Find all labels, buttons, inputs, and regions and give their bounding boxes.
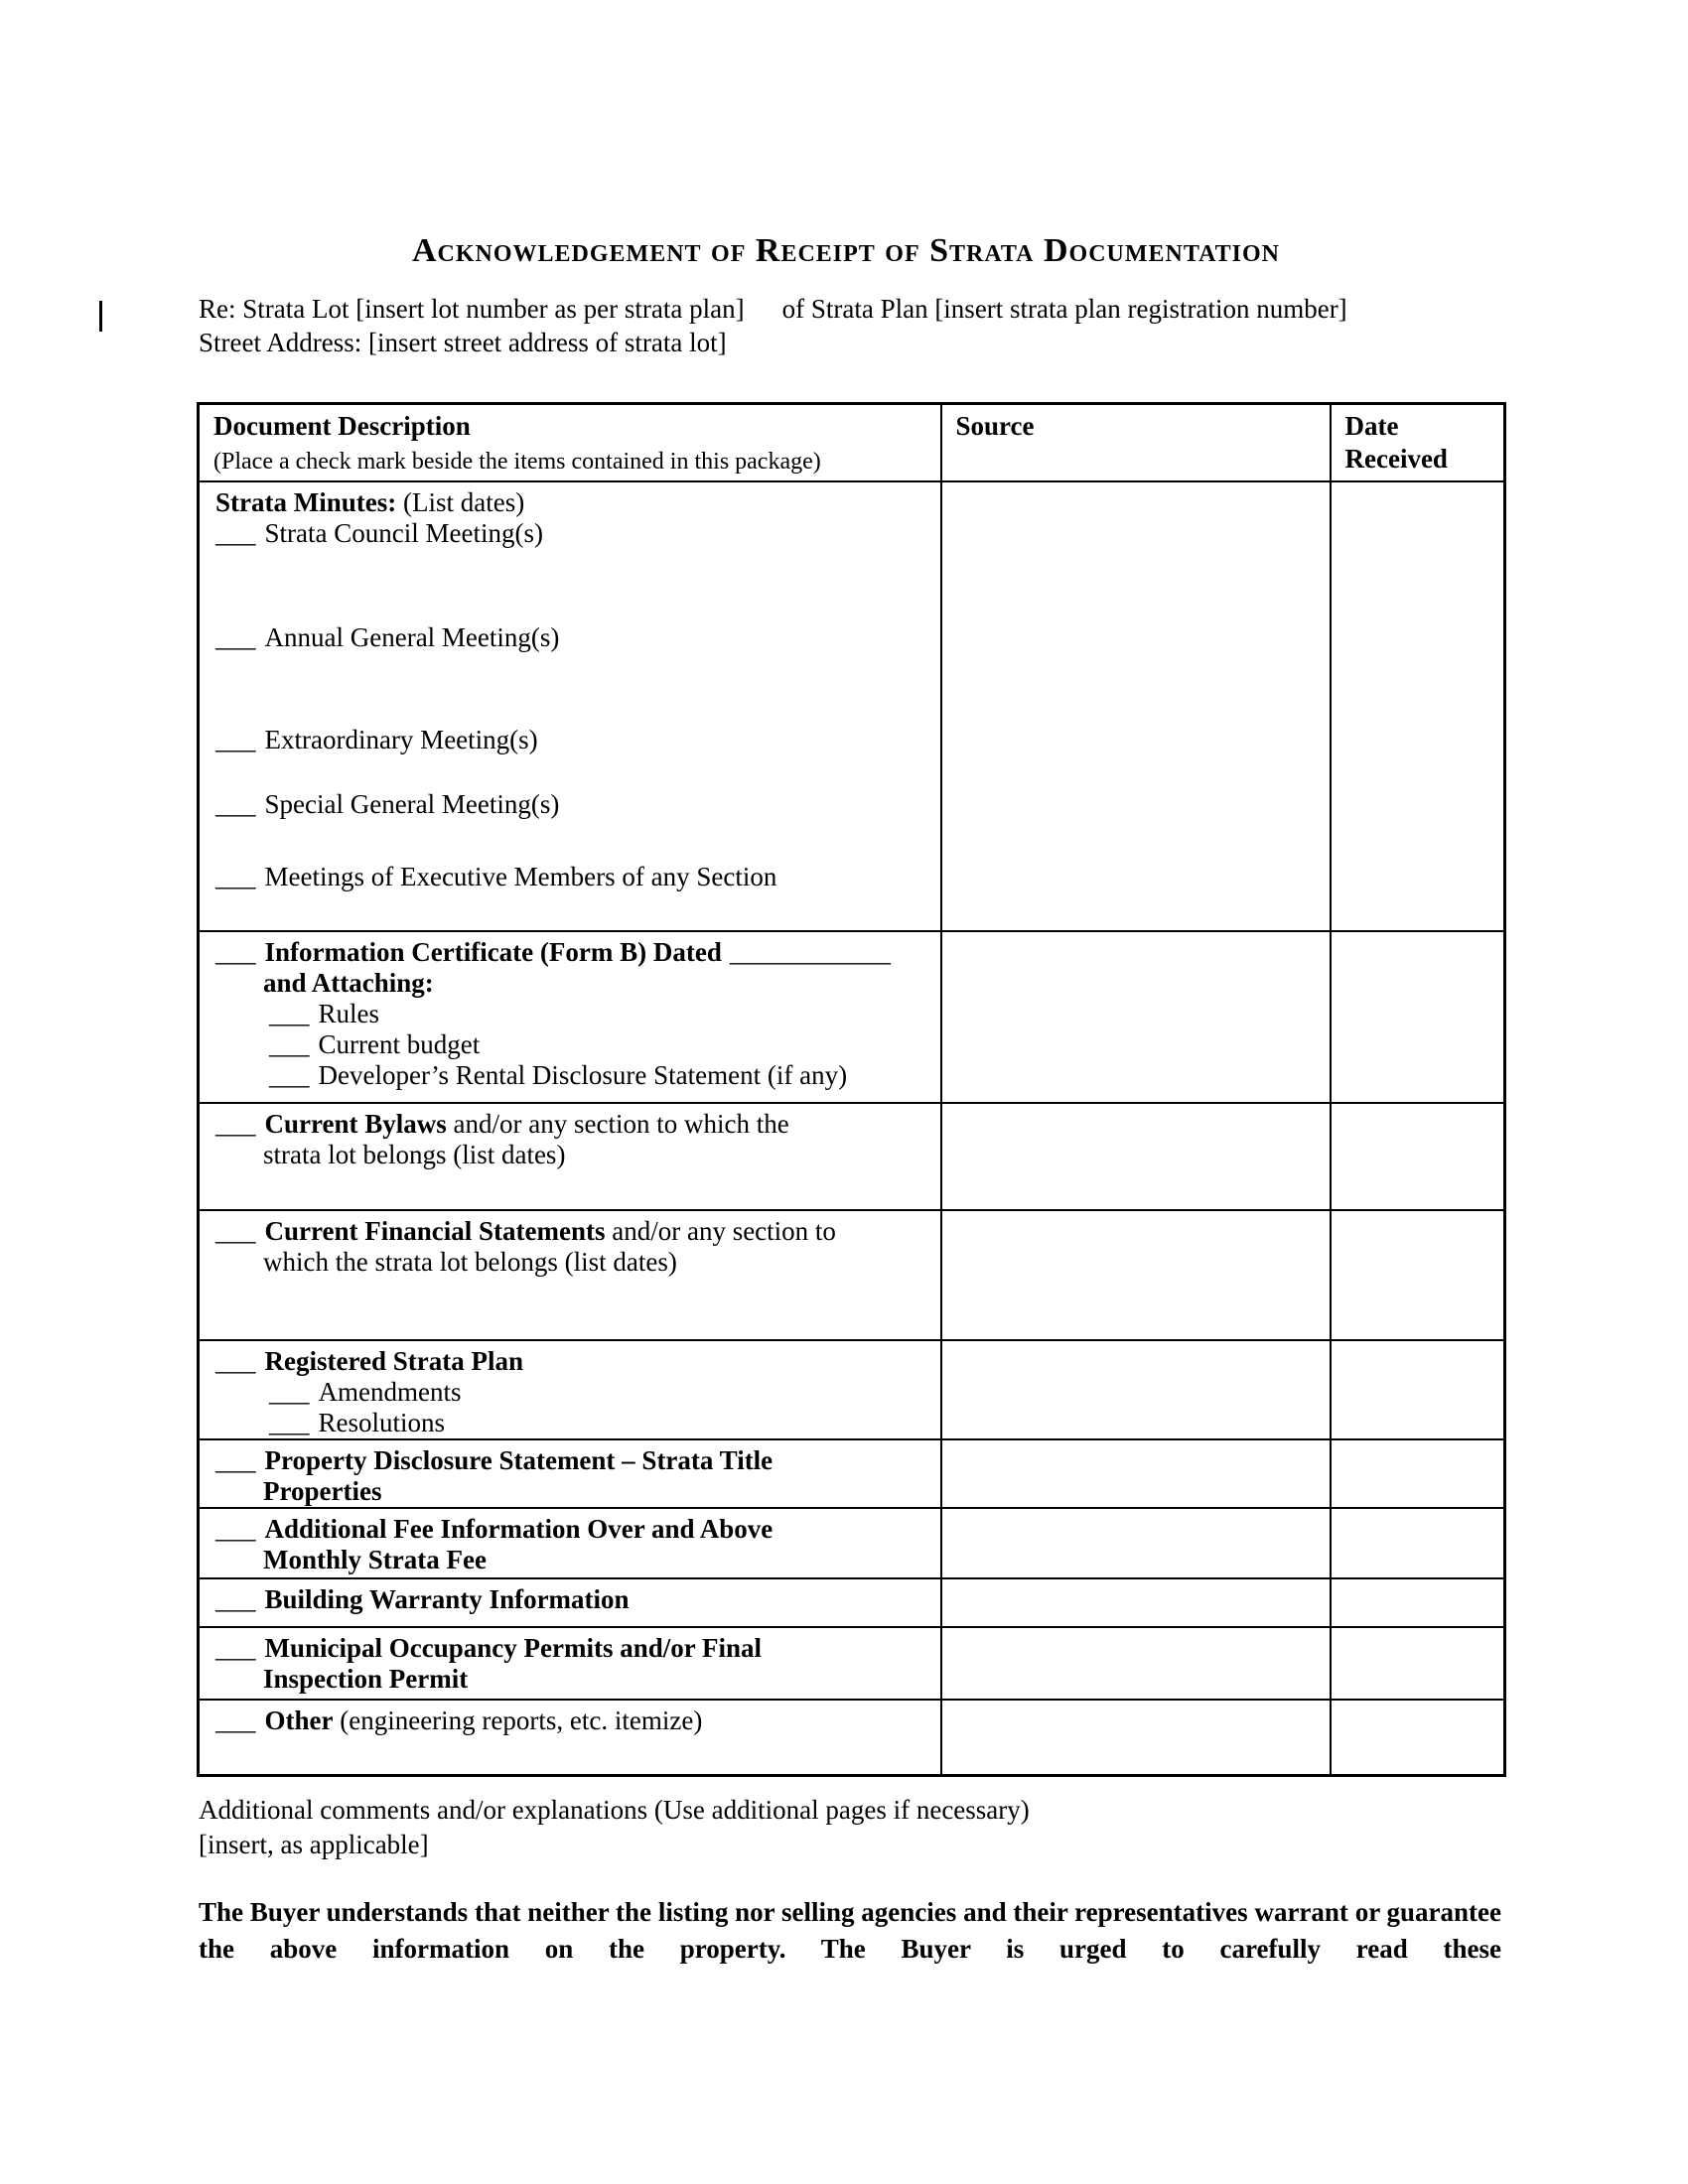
date-received-cell [1331,1439,1505,1508]
row-municipal-occupancy-permits [199,1627,1505,1700]
checkmark-blank: ___ [269,999,310,1028]
checkmark-blank: ___ [269,1408,310,1437]
document-description-cell [199,1508,941,1578]
document-description-cell [199,1439,941,1508]
additional-comments-block [199,1793,1505,1862]
source-cell [941,1439,1331,1508]
checkmark-blank: ___ [215,789,256,819]
checklist-line-rental-disclosure: ___ Developer’s Rental Disclosure Statement (if any) [269,1060,848,1090]
row-strata-minutes [199,481,1505,931]
checkmark-instruction-note: (Place a check mark beside the items contained in this package) [213,449,821,475]
document-description-cell [199,1700,941,1775]
checklist-line: Monthly Strata Fee [263,1545,487,1574]
source-cell [941,481,1331,931]
strata-plan-reference: of Strata Plan [insert strata plan registration number] [781,294,1347,324]
document-description-cell [199,481,941,931]
checkmark-blank: ___ [269,1060,310,1090]
checkmark-blank: ___ [215,1445,256,1475]
checkmark-blank: ___ [215,725,256,754]
date-received-cell [1331,1210,1505,1340]
date-received-cell [1331,1578,1505,1627]
checkmark-blank: ___ [215,862,256,891]
source-cell [941,931,1331,1103]
source-cell [941,1627,1331,1700]
source-cell [941,1210,1331,1340]
date-received-cell [1331,1103,1505,1210]
checklist-line-current-bylaws: ___ Current Bylaws and/or any section to which the [215,1109,789,1139]
date-received-cell [1331,1508,1505,1578]
checkmark-blank: ___ [215,1109,256,1139]
checkmark-blank: ___ [215,1706,256,1735]
date-received-cell [1331,1627,1505,1700]
row-additional-fee-information [199,1508,1505,1578]
checklist-line-financial-statements: ___ Current Financial Statements and/or any section to [215,1216,836,1246]
row-registered-strata-plan [199,1340,1505,1439]
checklist-line: which the strata lot belongs (list dates) [263,1247,677,1277]
checklist-line-amendments: ___ Amendments [269,1377,462,1407]
checklist-line: Strata Minutes: (List dates) [215,487,525,517]
checklist-line-rules: ___ Rules [269,999,380,1028]
checkmark-blank: ___ [215,1633,256,1663]
date-received-cell [1331,481,1505,931]
document-description-cell [199,1578,941,1627]
strata-reference-line [199,292,1505,326]
column-header-document-description [199,404,941,482]
date-received-cell [1331,1700,1505,1775]
checklist-line-additional-fee: ___ Additional Fee Information Over and Above [215,1514,774,1544]
date-fill-in-blank: ____________ [729,937,891,967]
checklist-line-registered-strata-plan: ___ Registered Strata Plan [215,1346,523,1376]
street-address-reference: Street Address: [insert street address of strata lot] [199,328,727,357]
checkmark-blank: ___ [215,622,256,652]
checklist-line-special-general: ___ Special General Meeting(s) [215,789,560,819]
document-title: Acknowledgement of Receipt of Strata Documentation [411,232,1280,269]
checkmark-blank: ___ [269,1029,310,1059]
source-cell [941,1340,1331,1439]
row-current-financial-statements [199,1210,1505,1340]
checklist-line-extraordinary: ___ Extraordinary Meeting(s) [215,725,538,754]
checklist-line: Properties [263,1476,382,1506]
document-description-cell [199,1627,941,1700]
checklist-line-current-budget: ___ Current budget [269,1029,481,1059]
column-header-date-received: Date Received [1331,404,1505,482]
document-description-cell [199,931,941,1103]
strata-lot-reference: Re: Strata Lot [insert lot number as per strata plan] [199,294,745,324]
document-description-label: Document Description [213,411,471,441]
checklist-line: strata lot belongs (list dates) [263,1140,566,1169]
row-current-bylaws [199,1103,1505,1210]
checklist-line-other: ___ Other (engineering reports, etc. itemize) [215,1706,703,1735]
checkmark-blank: ___ [215,1346,256,1376]
insert-placeholder: [insert, as applicable] [199,1830,429,1859]
source-cell [941,1103,1331,1210]
checklist-line: Inspection Permit [263,1664,469,1694]
checkmark-blank: ___ [215,1216,256,1246]
row-information-certificate [199,931,1505,1103]
row-building-warranty [199,1578,1505,1627]
source-cell [941,1578,1331,1627]
checklist-line-annual-general: ___ Annual General Meeting(s) [215,622,560,652]
checklist-line-strata-council: ___ Strata Council Meeting(s) [215,518,543,548]
additional-comments-label: Additional comments and/or explanations (Use additional pages if necessary) [199,1795,1030,1825]
row-other [199,1700,1505,1775]
document-description-cell [199,1210,941,1340]
checkmark-blank: ___ [215,1514,256,1544]
row-property-disclosure-statement [199,1439,1505,1508]
document-description-cell [199,1103,941,1210]
checklist-line-property-disclosure: ___ Property Disclosure Statement – Strata Title [215,1445,774,1475]
checkmark-blank: ___ [269,1377,310,1407]
date-received-cell [1331,931,1505,1103]
column-header-source: Source [941,404,1331,482]
source-cell [941,1700,1331,1775]
document-checklist-table [197,402,1506,1777]
document-description-cell [199,1340,941,1439]
checkmark-blank: ___ [215,1584,256,1614]
reference-block [199,292,1505,359]
source-cell [941,1508,1331,1578]
table-header-row [199,404,1505,482]
revision-change-bar [99,301,102,332]
checklist-line-building-warranty: ___ Building Warranty Information [215,1584,630,1614]
checklist-line-executive-members: ___ Meetings of Executive Members of any Section [215,862,777,891]
checklist-line-resolutions: ___ Resolutions [269,1408,446,1437]
checklist-line: and Attaching: [263,968,434,998]
date-received-cell [1331,1340,1505,1439]
buyer-disclaimer-paragraph: The Buyer understands that neither the listing nor selling agencies and their representatives warrant or guarantee the above information on the property. The Buyer is urged to carefully read these [199,1897,1501,1964]
checkmark-blank: ___ [215,518,256,548]
checkmark-blank: ___ [215,937,256,967]
checklist-line-information-certificate: ___ Information Certificate (Form B) Dated ____________ [215,937,891,967]
checklist-line-municipal-permits: ___ Municipal Occupancy Permits and/or Final [215,1633,763,1663]
